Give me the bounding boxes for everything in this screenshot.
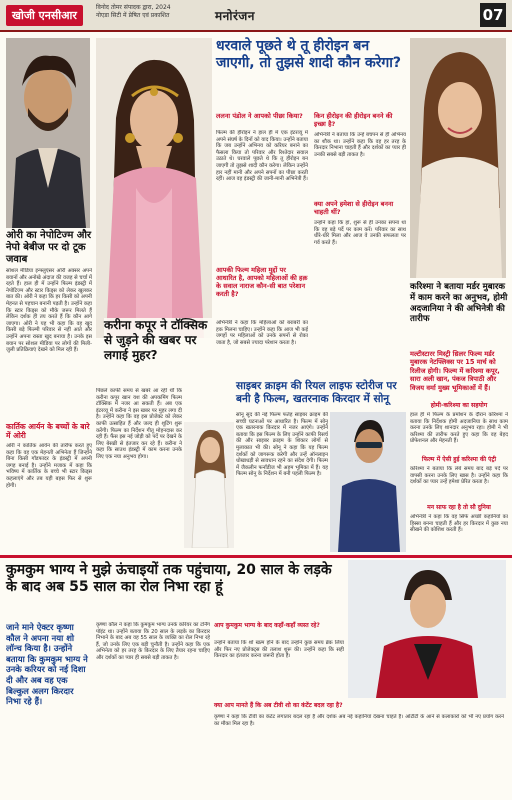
- article-3-headline: धरवाले पूछते थे तू हीरोइन बन जाएगी, तो तुझसे शादी कौन करेगा?: [216, 38, 402, 71]
- article-6-subhead-2: क्या आप मानते हैं कि अब टीवी शो का कंटेंट बदल रहा है?: [214, 702, 343, 709]
- article-5-headline-text: साइबर क्राइम की रियल लाइफ स्टोरीज पर बनी है फिल्म, खतरनाक किरदार में सोनू: [236, 380, 397, 405]
- article-1-body: सोशल मीडिया इन्फ्लुएंसर ओरी अक्सर अपने बयानों और अनोखे अंदाज की वजह से चर्चा में रहते हैं। हाल ही में उन्होंने फिल्म इंडस्ट्री में नेपोटिज्म और स्टार किड्स को लेकर खुलकर बात की। ओरी ने कहा कि हर किसी को अपनी मेहनत से पहचान बनानी पड़ती है। उन्होंने कहा कि स्टार किड्स को मौके जरूर मिलते हैं लेकिन दर्शक ही तय करते हैं कि कौन आगे जाएगा। ओरी ने यह भी कहा कि वह खुद किसी बड़े फिल्मी परिवार से नहीं आते और उन्होंने अपना रास्ता खुद बनाया है। उनके इस बयान पर सोशल मीडिया पर लोगों की मिली-जुली प्रतिक्रियाएं देखने को मिल रही हैं।: [6, 268, 92, 354]
- krishna-portrait-icon: [348, 560, 506, 698]
- article-4-subhead-2: फिल्म में ऐसी हुई करिश्मा की एंट्री: [421, 456, 497, 463]
- article-4-subhead-3: मन साफ रहा है तो सौ दुनिया: [427, 504, 491, 511]
- article-6-subhead: आप कुमकुम भाग्य के बाद कहाँ-कहाँ व्यस्त रहे?: [214, 622, 320, 629]
- article-3-col2-body: अभिनेत्री ने बताया कि उन्हें बचपन से ही अभिनय का शौक था। उन्होंने कहा कि वह हर तरह के किरदार निभाना चाहती हैं और दर्शकों का प्यार ही उनकी सबसे बड़ी ताकत है।: [314, 132, 406, 158]
- article-3-subhead: ललना पंडोल ने आपको पीछा किया?: [216, 112, 303, 120]
- actress-portrait-icon: [96, 38, 212, 338]
- article-6-body: कृष्णा कौल ने कहा कि कुमकुम भाग्य उनके करियर का टर्निंग पॉइंट था। उन्होंने बताया कि 20 साल के लड़के का किरदार निभाने के बाद अब वह 55 साल के व्यक्ति का रोल निभा रहे हैं, जो उनके लिए एक बड़ी चुनौती है। उन्होंने कहा कि एक अभिनेता को हर तरह के किरदार के लिए तैयार रहना चाहिए और दर्शकों का प्यार ही सबसे बड़ी ताकत है।: [96, 622, 210, 661]
- kareena-photo: [184, 422, 234, 548]
- article-3-col2-subhead-2: क्या अपने हमेशा से हीरोइन बनना चाहती थीं?: [314, 200, 394, 216]
- section-divider: [0, 555, 512, 558]
- article-6-sidebar: जाने माने ऐक्टर कृष्णा कौल ने अपना नया शो लॉन्च किया है। उन्होंने बताया कि कुमकुम भाग्य ने उनके करियर को नई दिशा दी और अब वह एक बिल्कुल अलग किरदार निभा रहे हैं।: [6, 622, 88, 707]
- sonu-photo: [330, 412, 406, 552]
- meta-line-1: विनोद तोमर संपादक द्वारा, 2024: [96, 4, 171, 11]
- krishna-kaul-photo: [348, 560, 506, 698]
- meta-line-2: नोएडा सिटी में प्रेषित एवं प्रकाशित: [96, 12, 170, 19]
- karisma-portrait-icon: [410, 38, 506, 278]
- orry-portrait-icon: [6, 38, 90, 228]
- sonu-portrait-icon: [330, 412, 406, 552]
- article-4-body-2: करिश्मा ने बताया कि लंबे समय बाद बड़े पर्दे पर वापसी करना उनके लिए खास है। उन्होंने कहा कि दर्शकों का प्यार उन्हें हमेशा प्रेरित करता है।: [410, 466, 508, 486]
- newspaper-brand: खोजी एनसीआर: [6, 5, 83, 26]
- article-4-body: हाल ही में फिल्म के प्रमोशन के दौरान करिश्मा ने बताया कि निर्देशक होमी अदजानिया के साथ काम करना उनके लिए शानदार अनुभव रहा। होमी ने भी करिश्मा की तारीफ करते हुए कहा कि वह बेहद प्रोफेशनल और मेहनती हैं।: [410, 412, 508, 445]
- article-2-body: पिछले काफी समय से खबरें आ रही थीं कि करीना कपूर खान यश की अपकमिंग फिल्म टॉक्सिक में नजर आ सकती हैं। अब एक इंटरव्यू में करीना ने इस खबर पर मुहर लगा दी है। उन्होंने कहा कि वह इस प्रोजेक्ट को लेकर काफी उत्साहित हैं और जल्द ही शूटिंग शुरू करेंगी। फिल्म का निर्देशन गीतू मोहनदास कर रही हैं। फैंस इस नई जोड़ी को पर्दे पर देखने के लिए बेसब्री से इंतजार कर रहे हैं। करीना ने कहा कि साउथ इंडस्ट्री में काम करना उनके लिए एक नया अनुभव होगा।: [96, 388, 182, 460]
- article-4-subhead: होमी-करिश्मा का सहयोग: [430, 402, 488, 409]
- article-1-subhead: कार्तिक आर्यन के बच्चों के बारे में ओरी: [6, 422, 90, 440]
- article-5-body: सोनू सूद की नई फिल्म फतेह साइबर क्राइम की सच्ची घटनाओं पर आधारित है। फिल्म में सोनू एक खतरनाक किरदार में नजर आएंगे। उन्होंने बताया कि इस फिल्म के लिए उन्होंने काफी रिसर्च की और साइबर क्राइम के शिकार लोगों से मुलाकात भी की। सोनू ने कहा कि यह फिल्म दर्शकों को जागरूक करेगी और उन्हें ऑनलाइन धोखाधड़ी से सावधान रहने का संदेश देगी। फिल्म में जैकलीन फर्नांडीज भी अहम भूमिका में हैं। यह फिल्म सोनू के निर्देशन में बनी पहली फिल्म है।: [236, 412, 328, 478]
- kareena-portrait-icon: [184, 422, 234, 548]
- article-3-subhead-2: आपकी फिल्म महिला मुद्दों पर आधारित है, आपको महिलाओं की हक़ के सवाल नाराज कौन-सी बात परेशान करती है?: [216, 266, 308, 298]
- article-4-headline: करिश्मा ने बताया मर्डर मुबारक में काम करने का अनुभव, होमी अदजानिया ने की अभिनेत्री की तारीफ: [410, 282, 508, 325]
- article-2-headline: करीना कपूर ने टॉक्सिक से जुड़ने की खबर पर लगाई मुहर?: [104, 318, 212, 363]
- article-6-body-2: उन्होंने बताया कि शो खत्म होने के बाद उन्होंने कुछ समय ब्रेक लिया और फिर नए प्रोजेक्ट्स की तलाश शुरू की। उन्होंने कहा कि सही किरदार का इंतजार करना जरूरी होता है।: [214, 640, 344, 660]
- article-4-lead: मल्टीस्टारर मिस्ट्री थ्रिलर फिल्म मर्डर मुबारक नेटफ्लिक्स पर 15 मार्च को रिलीज होगी। फिल्म में करिश्मा कपूर, सारा अली खान, पंकज त्रिपाठी और विजय वर्मा मुख्य भूमिकाओं में हैं।: [410, 350, 500, 392]
- page-number: 07: [480, 3, 506, 27]
- page-header: [0, 0, 512, 32]
- article-6-headline: कुमकुम भाग्य ने मुझे ऊंचाइयों तक पहुंचाया, 20 साल के लड़के के बाद अब 55 साल का रोल निभा रहा हूं: [6, 562, 332, 595]
- article-3-body: फिल्म की हीरोइन ने हाल ही में एक इंटरव्यू में अपने संघर्ष के दिनों को याद किया। उन्होंने बताया कि जब उन्होंने अभिनय को करियर बनाने का फैसला किया तो परिवार और रिश्तेदार सवाल उठाते थे। घरवाले पूछते थे कि तू हीरोइन बन जाएगी तो तुझसे शादी कौन करेगा। लेकिन उन्होंने हार नहीं मानी और अपने सपनों का पीछा करती रहीं। आज वह इंडस्ट्री की जानी-मानी अभिनेत्री हैं।: [216, 130, 308, 183]
- karisma-photo: [410, 38, 506, 278]
- article-1-body-2: ओरी ने कार्तिक आर्यन की तारीफ करते हुए कहा कि वह एक मेहनती अभिनेता हैं जिन्होंने बिना किसी गॉडफादर के इंडस्ट्री में अपनी जगह बनाई है। उन्होंने मजाक में कहा कि भविष्य में कार्तिक के बच्चे भी स्टार किड्स कहलाएंगे और तब यही बहस फिर से शुरू होगी।: [6, 443, 92, 489]
- article-6-body-3: कृष्णा ने कहा कि टीवी का कंटेंट लगातार बदल रहा है और दर्शक अब नई कहानियां देखना चाहते हैं। ओटीटी के आने से कलाकारों को भी नए प्रयोग करने का मौका मिल रहा है।: [214, 714, 504, 727]
- article-3-col2-body-2: उन्होंने कहा कि हां, शुरू से ही उनका सपना था कि वह बड़े पर्दे पर काम करें। परिवार का साथ धीरे-धीरे मिला और आज वे उनकी सफलता पर गर्व करते हैं।: [314, 220, 406, 246]
- actress-photo: [96, 38, 212, 338]
- article-4-body-3: अभिनेत्री ने कहा कि वह सिर्फ अच्छी कहानियों का हिस्सा बनना चाहती हैं और हर किरदार में कुछ नया सीखने की कोशिश करती हैं।: [410, 514, 508, 534]
- orry-photo: [6, 38, 90, 228]
- article-5-headline: [236, 380, 406, 406]
- article-3-col2-subhead: किन हीरोइन की हीरोइन बनने की इच्छा है?: [314, 112, 393, 128]
- article-1-headline: ओरी का नेपोटिज्म और नेपो बेबीज पर दो टूक जवाब: [6, 230, 92, 265]
- section-title: मनोरंजन: [215, 9, 255, 23]
- article-3-body-2: अभिनेत्री ने कहा कि महिलाओं को बराबरी का हक मिलना चाहिए। उन्होंने कहा कि आज भी कई जगहों पर महिलाओं को उनके सपनों से रोका जाता है, जो सबसे ज्यादा परेशान करता है।: [216, 320, 308, 346]
